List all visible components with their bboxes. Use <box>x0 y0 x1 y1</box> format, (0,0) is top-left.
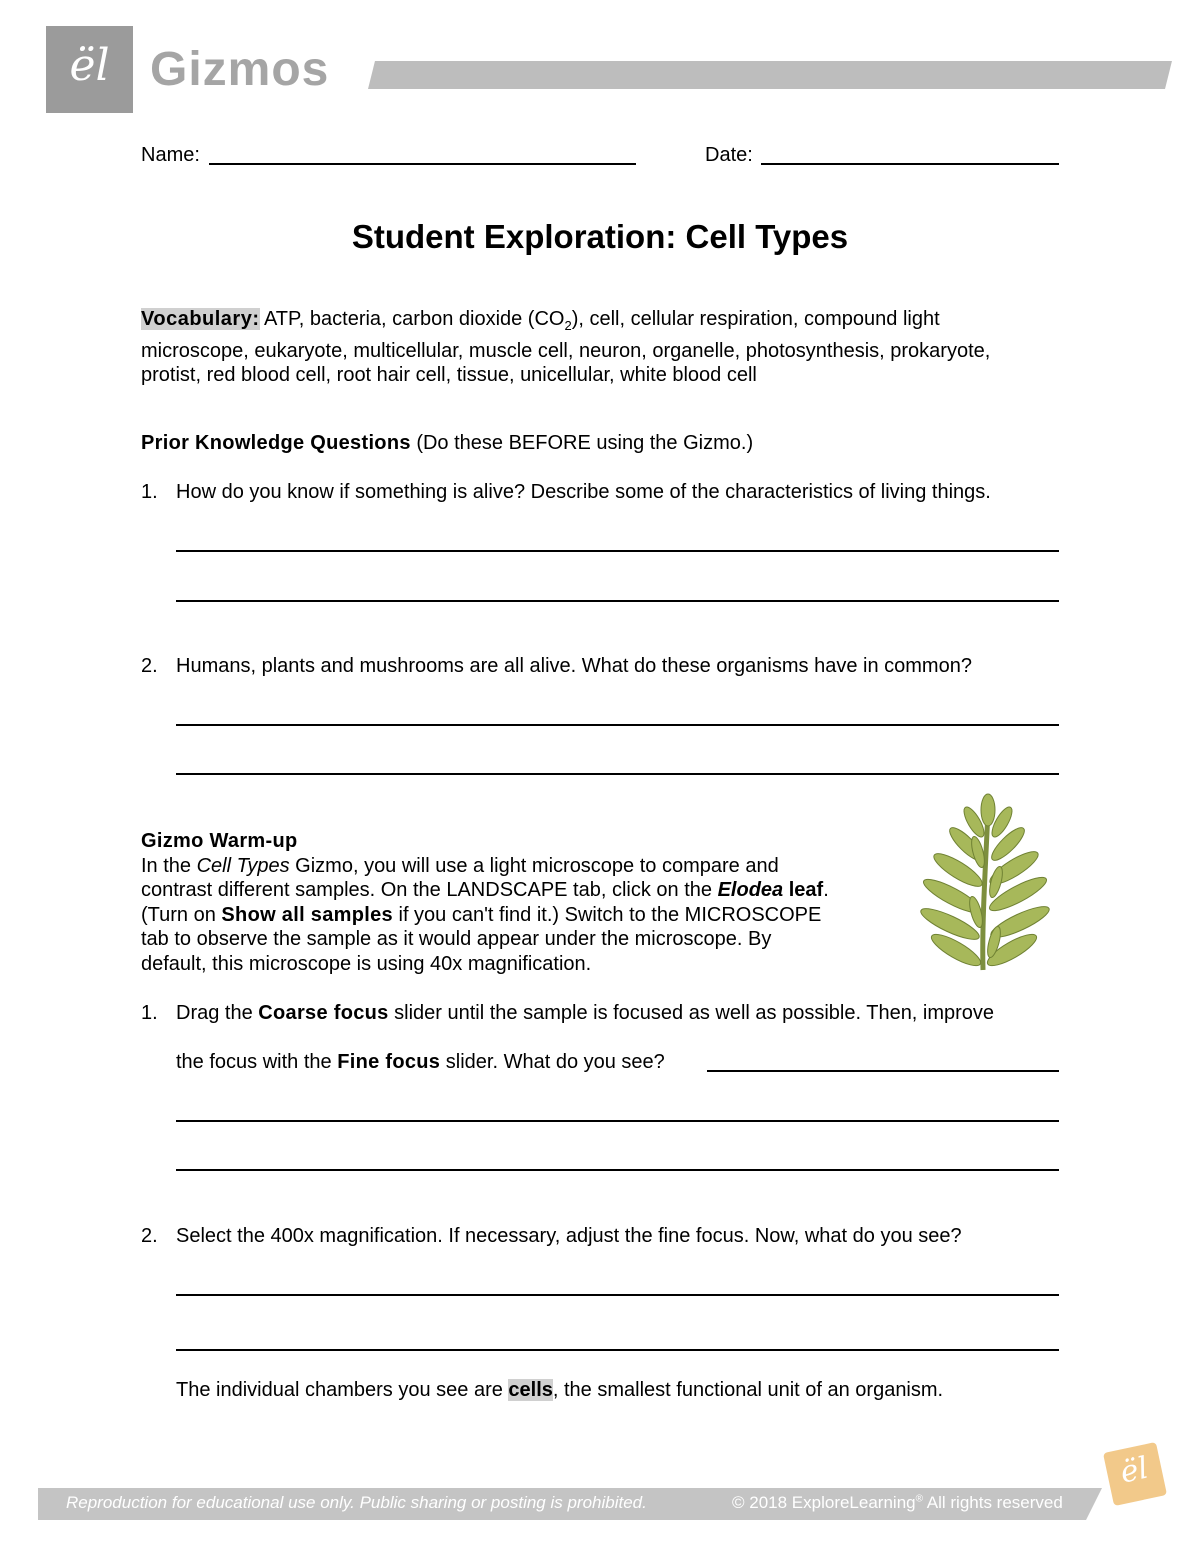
text: slider until the sample is focused as well as possible. Then, improve <box>388 1002 995 1024</box>
footer-disclaimer: Reproduction for educational use only. Public sharing or posting is prohibited. <box>66 1493 647 1512</box>
vocabulary-line-3: protist, red blood cell, root hair cell, tissue, unicellular, white blood cell <box>141 364 757 386</box>
date-field[interactable] <box>761 163 1059 165</box>
question-text: How do you know if something is alive? Describe some of the characteristics of living things. <box>176 481 991 503</box>
answer-line[interactable] <box>707 1070 1059 1072</box>
text: (Turn on <box>141 903 222 926</box>
question-text: Select the 400x magnification. If necessary, adjust the fine focus. Now, what do you see? <box>176 1225 962 1247</box>
text: . <box>823 879 829 901</box>
option-name: Show all samples <box>221 903 393 926</box>
warmup-line <box>141 903 901 928</box>
answer-line[interactable] <box>176 1169 1059 1171</box>
text: Drag the <box>176 1002 259 1024</box>
question-text <box>176 1051 665 1074</box>
name-label: Name: <box>141 144 200 166</box>
text: The individual chambers you see are <box>176 1379 509 1401</box>
vocabulary-text: ATP, bacteria, carbon dioxide (CO <box>259 308 565 330</box>
text: if you can't find it.) Switch to the MICROSCOPE <box>392 903 822 926</box>
vocabulary-text: ), cell, cellular respiration, compound light <box>571 308 940 330</box>
logo-glyph: ël <box>1117 1450 1152 1491</box>
prior-knowledge-heading-line <box>141 431 753 456</box>
copyright-text: All rights reserved <box>922 1493 1063 1512</box>
question-text <box>176 1002 994 1025</box>
registered-mark: ® <box>915 1493 923 1505</box>
explorelearning-corner-logo <box>1103 1442 1167 1506</box>
warmup-line: tab to observe the sample as it would appear under the microscope. By <box>141 928 772 950</box>
copyright-text: © 2018 ExploreLearning <box>732 1493 916 1512</box>
vocabulary-line-1 <box>141 307 1081 339</box>
gizmo-name: Cell Types <box>196 854 290 877</box>
explorelearning-logo <box>46 26 133 113</box>
sample-name-suffix: leaf <box>783 879 824 901</box>
header-bar <box>368 61 1172 89</box>
brand-name: Gizmos <box>150 43 330 96</box>
question-number: 2. <box>141 655 158 677</box>
text: In the <box>141 854 197 877</box>
section-heading: Gizmo Warm-up <box>141 830 298 852</box>
answer-line[interactable] <box>176 550 1059 552</box>
vocabulary-block <box>141 307 1081 388</box>
subscript: 2 <box>564 318 572 333</box>
closing-statement <box>176 1379 943 1402</box>
warmup-line <box>141 854 901 879</box>
elodea-plant-image <box>908 792 1058 974</box>
text: contrast different samples. On the LANDSCAPE tab, click on the <box>141 879 718 901</box>
text: slider. What do you see? <box>440 1051 665 1073</box>
sample-name: Elodea <box>717 879 784 901</box>
footer-copyright <box>732 1493 1063 1513</box>
warmup-line <box>141 878 901 903</box>
page-title: Student Exploration: Cell Types <box>351 218 849 255</box>
answer-line[interactable] <box>176 773 1059 775</box>
text: the focus with the <box>176 1051 338 1073</box>
answer-line[interactable] <box>176 1294 1059 1296</box>
question-number: 1. <box>141 481 158 503</box>
vocabulary-line-2: microscope, eukaryote, multicellular, muscle cell, neuron, organelle, photosynthesis, prokaryote, <box>141 339 991 362</box>
control-name: Fine focus <box>337 1051 441 1073</box>
name-field[interactable] <box>209 163 636 165</box>
answer-line[interactable] <box>176 1349 1059 1351</box>
text: , the smallest functional unit of an organism. <box>552 1379 944 1401</box>
answer-line[interactable] <box>176 1120 1059 1122</box>
question-number: 1. <box>141 1002 158 1024</box>
section-heading: Prior Knowledge Questions <box>141 432 411 454</box>
highlighted-term: cells <box>508 1379 553 1401</box>
answer-line[interactable] <box>176 724 1059 726</box>
logo-glyph: ël <box>69 40 110 91</box>
date-label: Date: <box>705 144 753 166</box>
question-number: 2. <box>141 1225 158 1247</box>
section-note: (Do these BEFORE using the Gizmo.) <box>410 432 754 454</box>
text: Gizmo, you will use a light microscope to compare and <box>289 854 779 877</box>
warmup-block <box>141 829 901 976</box>
warmup-line: default, this microscope is using 40x magnification. <box>141 952 592 975</box>
question-text: Humans, plants and mushrooms are all alive. What do these organisms have in common? <box>176 655 972 677</box>
vocabulary-label: Vocabulary: <box>141 308 260 330</box>
control-name: Coarse focus <box>258 1002 389 1024</box>
answer-line[interactable] <box>176 600 1059 602</box>
